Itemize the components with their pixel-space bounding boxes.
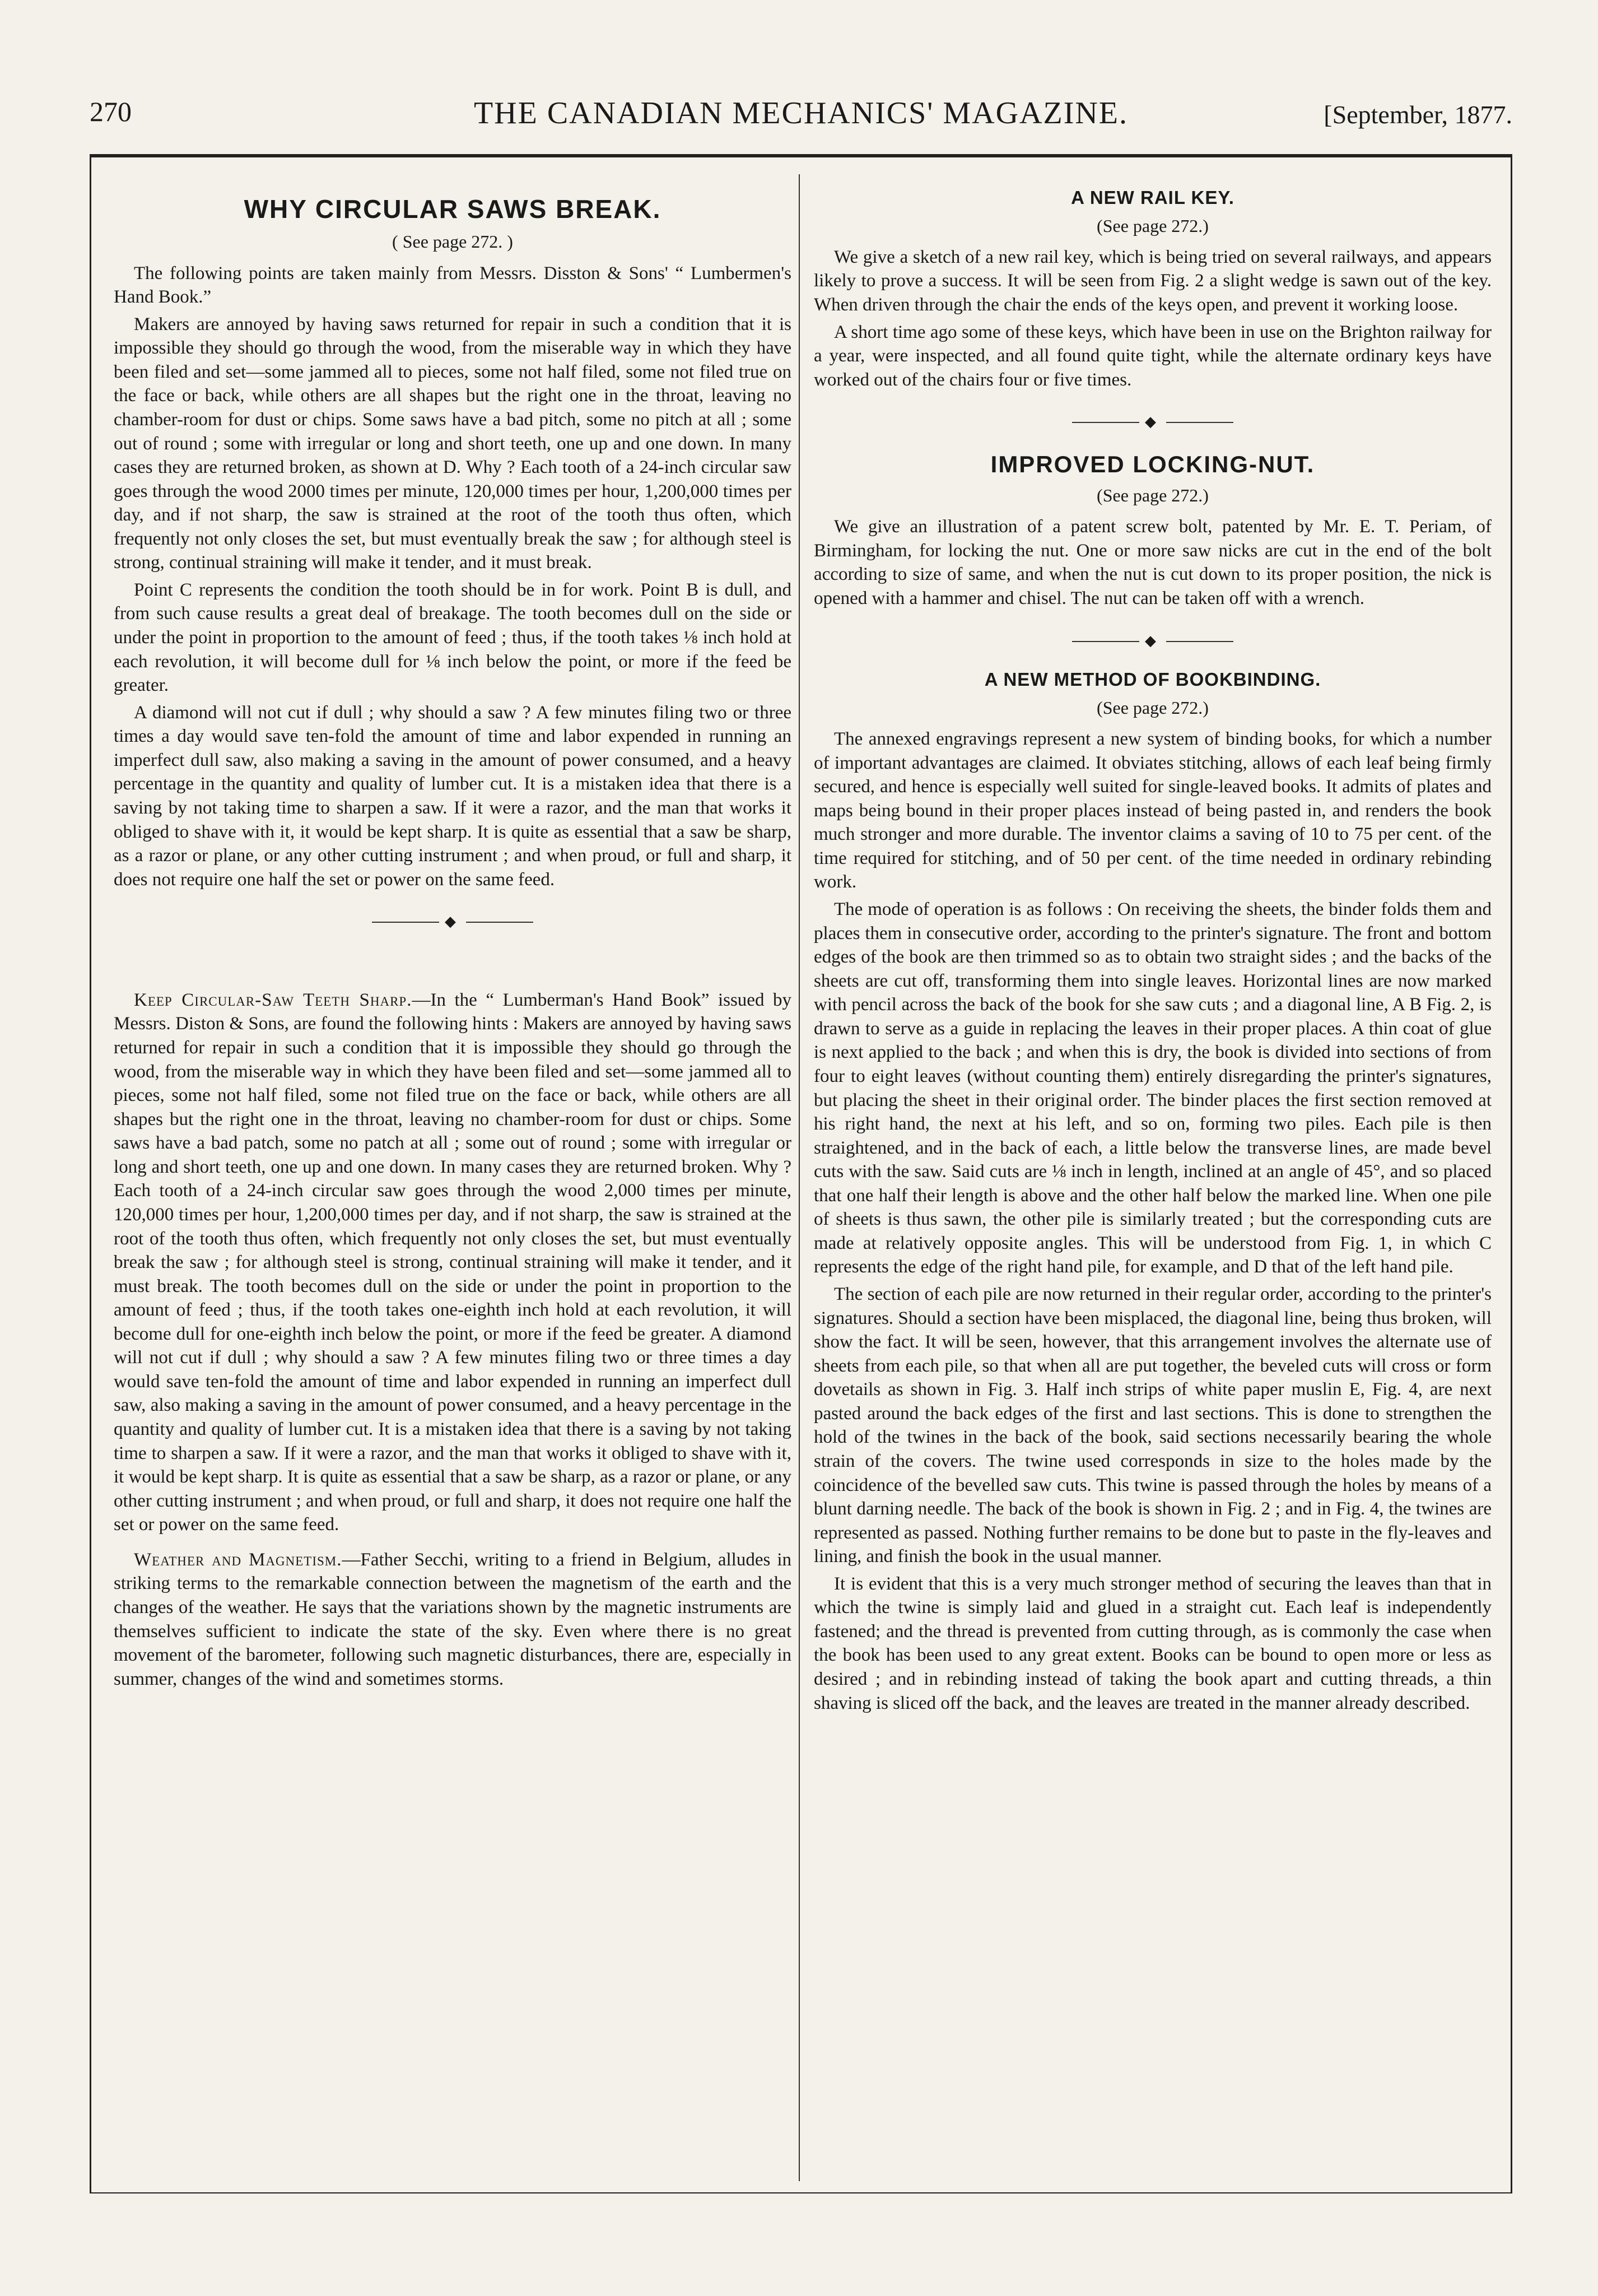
column-divider: [799, 174, 800, 2181]
page-header: [90, 84, 1512, 146]
page-reference: (See page 272.): [1097, 215, 1209, 236]
ornament-diamond-icon: ◆: [1145, 632, 1161, 649]
paragraph: The mode of operation is as follows : On receiving the sheets, the binder folds them and places them in consecutive order, according to the printer's signature. The front and bottom edges of the book are then trimmed so as to obtain two straight sides ; and the backs of the sheets are cut off, transforming them into single leaves. Horizontal lines are now marked with pencil across the back of the book for she saw cuts ; and a diagonal line, A B Fig. 2, is drawn to serve as a guide in replacing the leaves in their proper places. A thin coat of glue is next applied to the back ; and when this is dry, the book is divided into sections of from four to eight leaves (without counting them) entirely disregarding the printer's signatures, but placing the sheet in their original order. The binder places the first section removed at his right hand, the next at his left, and so on, forming two piles. Each pile is then straightened, and in the back of each, a little below the transverse lines, are made bevel cuts with the saw. Said cuts are ⅛ inch in length, inclined at an angle of 45°, and so placed that one half their length is above and the other half below the marked line. When one pile of sheets is thus sawn, the other pile is similarly treated ; but the corresponding cuts are made at relatively opposite angles. This will be understood from Fig. 1, in which C represents the edge of the right hand pile, for example, and D that of the left hand pile.: [814, 899, 1492, 1277]
paragraph-text: —Father Secchi, writing to a friend in Belgium, alludes in striking terms to the remarkable connection between the magnetism of the earth and the changes of the weather. He says that the variations shown by the magnetic instruments are themselves sufficient to indicate the state of the sky. Even where there is no great movement of the barometer, following such magnetic disturbances, there are, especially in summer, changes of the wind and sometimes storms.: [114, 1549, 791, 1689]
paragraph: A short time ago some of these keys, which have been in use on the Brighton railway for a year, were inspected, and all found quite tight, while the alternate ordinary keys have worked out of the chairs four or five times.: [814, 322, 1492, 390]
section-ornament: [114, 910, 791, 932]
paragraph: Makers are annoyed by having saws returned for repair in such a condition that it is impossible they should go through the wood, from the miserable way in which they have been filed and set—some jammed all to pieces, some not half filed, some not filed true on the face or back, while others are all shapes but the right one in the throat, leaving no chamber-room for dust or chips. Some saws have a bad pitch, some no pitch at all ; some out of round ; some with irregular or long and short teeth, one up and one down. In many cases they are returned broken, as shown at D. Why ? Each tooth of a 24-inch circular saw goes through the wood 2000 times per minute, 120,000 times per hour, 1,200,000 times per day, and if not sharp, the saw is strained at the root of the tooth thus often, which frequently not only closes the set, but must eventually break the saw ; for although steel is strong, continual straining will make it tender, and it must break.: [114, 314, 791, 573]
page-reference: (See page 272.): [1097, 485, 1209, 506]
article-bookbinding: [814, 668, 1492, 1715]
page-frame: [90, 154, 1512, 2193]
paragraph: Point C represents the condition the tooth should be in for work. Point B is dull, and from such cause results a great deal of breakage. The tooth becomes dull on the side or under the point in proportion to the amount of feed ; thus, if the tooth takes ⅛ inch hold at each revolution, it will become dull for ⅛ inch below the point, or more if the feed be greater.: [114, 579, 791, 696]
paragraph: The annexed engravings represent a new system of binding books, for which a number of important advantages are claimed. It obviates stitching, allows of each leaf being firmly secured, and hence is especially well suited for single-leaved books. It admits of plates and maps being bound in their proper places instead of being pasted in, and renders the book much stronger and more durable. The inventor claims a saving of 10 to 75 per cent. of the time required for stitching, and of 50 per cent. of the time needed in ordinary rebinding work.: [814, 729, 1492, 893]
article-locking-nut: [814, 449, 1492, 611]
paragraph-text: —In the “ Lumberman's Hand Book” issued by Messrs. Diston & Sons, are found the following hints : Makers are annoyed by having saws returned for repair in such a condition that it is impossible they should go through the wood, from the miserable way in which they have been filed and set—some jammed all to pieces, some not half filed, some not filed true on the face or back, while others are all shapes but the right one in the throat, leaving no chamber-room for dust or chips. Some saws have a bad patch, some no patch at all ; some out of round ; some with irregular or long and short teeth, one up and one down. In many cases they are returned broken. Why ? Each tooth of a 24-inch circular saw goes through the wood 2,000 times per minute, 120,000 times per hour, 1,200,000 times per day, and if not sharp, the saw is strained at the root of the tooth thus often, which frequently not only closes the set, but must eventually break the saw ; for although steel is strong, continual straining will make it tender, and it must break. The tooth becomes dull on the side or under the point in proportion to the amount of feed ; thus, if the tooth takes one-eighth inch hold at each revolution, it will become dull for one-eighth inch below the point, or more if the feed be greater. A diamond will not cut if dull ; why should a saw ? A few minutes filing two or three times a day would save ten-fold the amount of time and labor expended in running an imperfect dull saw, also making a saving in the amount of power consumed, and a heavy percentage in the quantity and quality of lumber cut. It is a mistaken idea that there is a saving by not taking time to sharpen a saw. If it were a razor, and the man that works it obliged to shave with it, it would be kept sharp. It is quite as essential that a saw be sharp, as a razor or plane, or any other cutting instrument ; and when proud, or full and sharp, it does not require one half the set or power on the same feed.: [114, 989, 791, 1535]
article-weather-magnetism: [114, 1548, 791, 1691]
paragraph: [114, 988, 791, 1537]
right-column: [814, 183, 1492, 2178]
paragraph: We give an illustration of a patent screw bolt, patented by Mr. E. T. Periam, of Birmingham, for locking the nut. One or more saw nicks are cut in the end of the bolt according to size of same, and when the nut is cut down to its proper position, the nick is opened with a hammer and chisel. The nut can be taken off with a wrench.: [814, 517, 1492, 609]
article-circular-saws: [114, 193, 791, 891]
run-in-heading: Weather and Magnetism.: [134, 1549, 342, 1570]
page-reference: (See page 272.): [1097, 697, 1209, 718]
page-number: 270: [90, 96, 132, 127]
paragraph: A diamond will not cut if dull ; why should a saw ? A few minutes filing two or three times a day would save ten-fold the amount of time and labor expended in running an imperfect dull saw, also making a saving in the amount of power consumed, and a heavy percentage in the quantity and quality of lumber cut. It is a mistaken idea that there is a saving by not taking time to sharpen a saw. If it were a razor, and the man that works it obliged to shave with it, it would be kept sharp. It is quite as essential that a saw be sharp, as a razor or plane, or any other cutting instrument ; and when proud, or full and sharp, it does not require one half the set or power on the same feed.: [114, 702, 791, 890]
paragraph: The following points are taken mainly from Messrs. Disston & Sons' “ Lumbermen's Hand Book.”: [114, 263, 791, 308]
left-column: [114, 183, 791, 2178]
article-title: A NEW METHOD OF BOOKBINDING.: [984, 669, 1321, 690]
issue-date: [September, 1877.: [1324, 100, 1512, 129]
ornament-diamond-icon: ◆: [1145, 413, 1161, 430]
paragraph: We give a sketch of a new rail key, which is being tried on several railways, and appears likely to prove a success. It will be seen from Fig. 2 a slight wedge is sawn out of the key. When driven through the chair the ends of the keys open, and prevent it working loose.: [814, 247, 1492, 315]
article-rail-key: [814, 186, 1492, 392]
section-ornament: [814, 411, 1492, 433]
article-title: A NEW RAIL KEY.: [1071, 187, 1234, 208]
run-in-heading: Keep Circular-Saw Teeth Sharp.: [134, 989, 412, 1010]
article-keep-teeth-sharp: [114, 988, 791, 1537]
article-title: IMPROVED LOCKING-NUT.: [990, 450, 1315, 477]
paragraph: It is evident that this is a very much stronger method of securing the leaves than that in which the twine is simply laid and glued in a straight cut. Each leaf is independently fastened; and the thread is prevented from cutting through, as is commonly the case when the book has been used to any great extent. Books can be bound to open more or less as desired ; and in rebinding instead of taking the book apart and cutting threads, a thin shaving is sliced off the back, and the leaves are treated in the manner already described.: [814, 1573, 1492, 1713]
paragraph: [114, 1548, 791, 1691]
ornament-diamond-icon: ◆: [445, 913, 460, 930]
page-reference: ( See page 272. ): [392, 231, 513, 252]
section-ornament: [814, 630, 1492, 652]
article-title: WHY CIRCULAR SAWS BREAK.: [244, 194, 661, 224]
paragraph: The section of each pile are now returned in their regular order, according to the printer's signatures. Should a section have been misplaced, the diagonal line, being thus broken, will show the fact. It will be seen, however, that this arrangement involves the alternate use of sheets from each pile, so that when all are put together, the beveled cuts will cross or form dovetails as shown in Fig. 3. Half inch strips of white paper muslin E, Fig. 4, are next pasted around the back edges of the first and last sections. This is done to strengthen the hold of the twines in the back of the book, said sections necessarily bearing the whole strain of the covers. The twine used corresponds in size to the holes made by the coincidence of the bevelled saw cuts. This twine is passed through the holes by means of a blunt darning needle. The back of the book is shown in Fig. 2 ; and in Fig. 4, the twines are represented as passed. Nothing further remains to be done but to paste in the fly-leaves and lining, and finish the book in the usual manner.: [814, 1284, 1492, 1567]
magazine-title: THE CANADIAN MECHANICS' MAGAZINE.: [473, 96, 1129, 131]
